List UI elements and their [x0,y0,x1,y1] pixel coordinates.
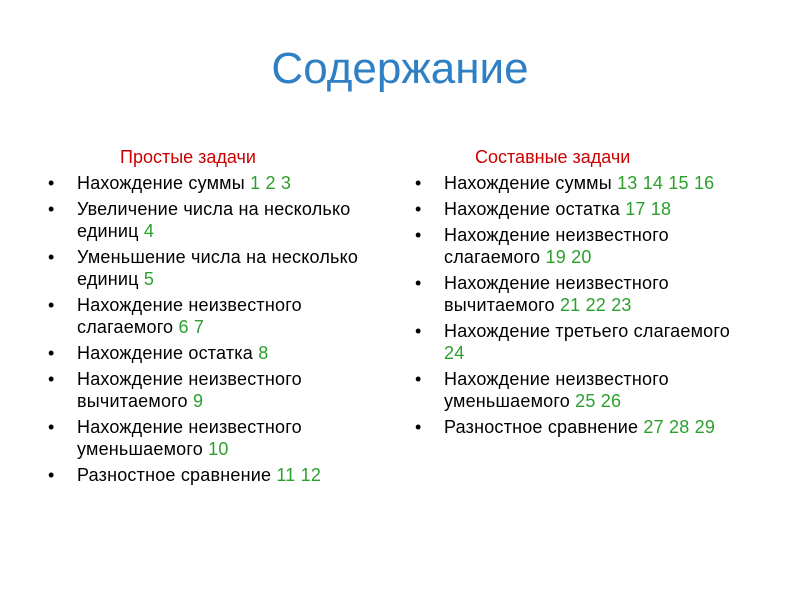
list-item[interactable] [48,294,378,338]
bullet-icon: • [48,369,55,389]
page-links[interactable]: 21 22 23 [559,295,632,315]
page-links[interactable]: 27 28 29 [643,417,716,437]
page-links[interactable]: 24 [444,343,465,363]
page-links[interactable]: 9 [192,391,204,411]
item-text: Нахождение суммы [77,173,245,193]
page-links[interactable]: 19 20 [545,247,592,267]
list-item[interactable] [48,464,378,486]
item-text: Нахождение неизвестного уменьшаемого [77,417,302,459]
page-links[interactable]: 6 7 [178,317,205,337]
bullet-icon: • [48,173,55,193]
item-text: Нахождение неизвестного вычитаемого [444,273,669,315]
bullet-icon: • [48,295,55,315]
bullet-icon: • [48,199,55,219]
page-links[interactable]: 13 14 15 16 [617,173,715,193]
page-links[interactable]: 5 [143,269,155,289]
item-text: Нахождение неизвестного вычитаемого [77,369,302,411]
simple-tasks-list [48,172,378,486]
list-item[interactable] [415,272,755,316]
bullet-icon: • [415,417,422,437]
bullet-icon: • [415,321,422,341]
compound-tasks-list [415,172,755,438]
bullet-icon: • [415,199,422,219]
item-text: Нахождение остатка [77,343,253,363]
item-text: Нахождение третьего слагаемого [444,321,730,341]
page-links[interactable]: 1 2 3 [250,173,292,193]
page-links[interactable]: 4 [143,221,155,241]
item-text: Нахождение суммы [444,173,612,193]
page-title: Содержание [271,44,529,93]
list-item[interactable] [48,172,378,194]
bullet-icon: • [48,343,55,363]
bullet-icon: • [48,247,55,267]
item-text: Уменьшение числа на несколько единиц [77,247,359,289]
list-item[interactable] [48,198,378,242]
bullet-icon: • [415,225,422,245]
page-links[interactable]: 10 [208,439,229,459]
list-item[interactable] [48,416,378,460]
item-text: Нахождение остатка [444,199,620,219]
item-text: Разностное сравнение [77,465,272,485]
page-links[interactable]: 25 26 [575,391,622,411]
item-text: Нахождение неизвестного уменьшаемого [444,369,669,411]
bullet-icon: • [48,417,55,437]
bullet-icon: • [48,465,55,485]
list-item[interactable] [415,416,755,438]
compound-tasks-column [415,145,755,442]
list-item[interactable] [415,172,755,194]
page-links[interactable]: 8 [258,343,269,363]
list-item[interactable] [415,198,755,220]
list-item[interactable] [48,246,378,290]
page-links[interactable]: 17 18 [625,199,672,219]
item-text: Увеличение числа на несколько единиц [77,199,351,241]
list-item[interactable] [48,368,378,412]
bullet-icon: • [415,369,422,389]
list-item[interactable] [415,368,755,412]
item-text: Нахождение неизвестного слагаемого [77,295,302,337]
item-text: Нахождение неизвестного слагаемого [444,225,669,267]
simple-tasks-column [48,145,378,490]
list-item[interactable] [415,224,755,268]
list-item[interactable] [415,320,755,364]
bullet-icon: • [415,273,422,293]
list-item[interactable] [48,342,378,364]
page-links[interactable]: 11 12 [276,465,322,485]
simple-tasks-heading: Простые задачи [120,147,256,167]
bullet-icon: • [415,173,422,193]
item-text: Разностное сравнение [444,417,639,437]
compound-tasks-heading: Составные задачи [475,147,631,167]
